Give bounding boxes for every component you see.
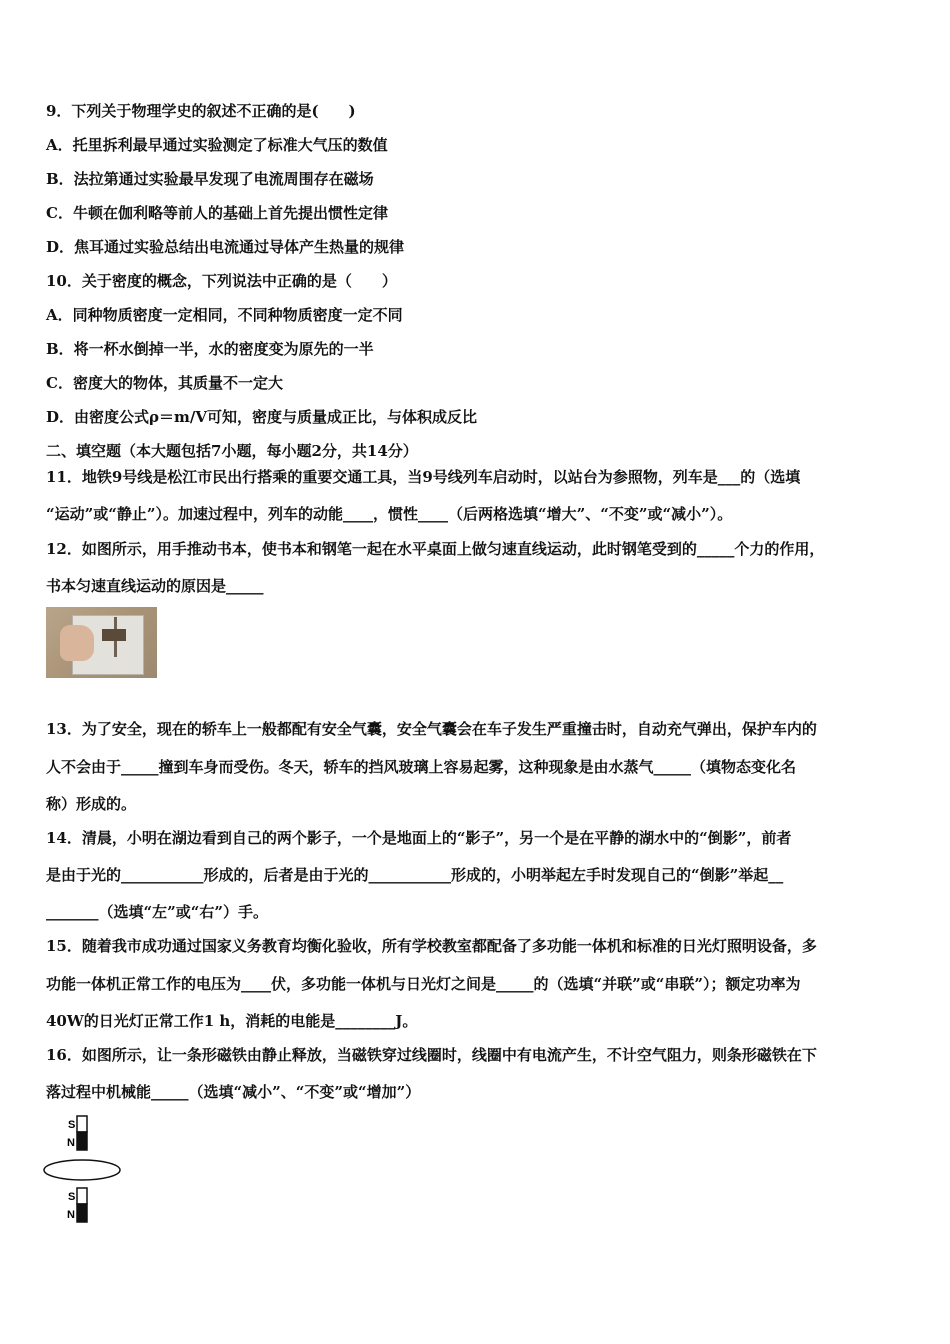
q9-option-d: D．焦耳通过实验总结出电流通过导体产生热量的规律 (46, 238, 405, 256)
q12-line-2: 书本匀速直线运动的原因是_____ (46, 577, 264, 595)
bottom-magnet-s-label: S (68, 1191, 76, 1203)
q10-option-a: A．同种物质密度一定相同，不同种物质密度一定不同 (46, 306, 403, 324)
q15-line-3: 40W的日光灯正常工作1 h，消耗的电能是________J。 (46, 1012, 418, 1030)
q9-option-b: B．法拉第通过实验最早发现了电流周围存在磁场 (46, 170, 374, 188)
q15-line-2: 功能一体机正常工作的电压为____伏，多功能一体机与日光灯之间是_____的（选填“并联”或“串联”）；额定功率为 (46, 975, 801, 993)
q10-option-d: D．由密度公式ρ＝m/V可知，密度与质量成正比，与体积成反比 (46, 408, 477, 426)
book-pushing-figure (46, 607, 157, 678)
coil-loop (44, 1160, 120, 1180)
q16-line-1: 16．如图所示，让一条形磁铁由静止释放，当磁铁穿过线圈时，线圈中有电流产生，不计空气阻力，则条形磁铁在下 (46, 1046, 817, 1064)
q9-option-a: A．托里拆利最早通过实验测定了标准大气压的数值 (46, 136, 388, 154)
top-magnet-n-label: N (67, 1137, 75, 1149)
q16-line-2: 落过程中机械能_____（选填“减小”、“不变”或“增加”） (46, 1083, 421, 1101)
q13-line-2: 人不会由于_____撞到车身而受伤。冬天，轿车的挡风玻璃上容易起雾，这种现象是由水蒸气_____（填物态变化名 (46, 758, 797, 776)
q14-line-3: _______（选填“左”或“右”）手。 (46, 903, 269, 921)
section-heading-fill-in: 二、填空题（本大题包括7小题，每小题2分，共14分） (46, 442, 418, 460)
q10-option-b: B．将一杯水倒掉一半，水的密度变为原先的一半 (46, 340, 374, 358)
top-magnet-s-pole (77, 1116, 87, 1132)
q9-option-c: C．牛顿在伽利略等前人的基础上首先提出惯性定律 (46, 204, 388, 222)
q14-line-2: 是由于光的___________形成的，后者是由于光的___________形成的，小明举起左手时发现自己的“倒影”举起__ (46, 866, 784, 884)
q12-line-1: 12．如图所示，用手推动书本，使书本和钢笔一起在水平桌面上做匀速直线运动，此时钢笔受到的_____个力的作用， (46, 540, 825, 558)
q15-line-1: 15．随着我市成功通过国家义务教育均衡化验收，所有学校教室都配备了多功能一体机和标准的日光灯照明设备，多 (46, 937, 817, 955)
top-magnet-s-label: S (68, 1119, 76, 1131)
pen-clip-shape (102, 629, 126, 641)
q11-line-2: “运动”或“静止”）。加速过程中，列车的动能____，惯性____（后两格选填“增大”、“不变”或“减小”）。 (46, 505, 733, 523)
q14-line-1: 14．清晨，小明在湖边看到自己的两个影子，一个是地面上的“影子”，另一个是在平静的湖水中的“倒影”，前者 (46, 829, 792, 847)
q9-stem: 9．下列关于物理学史的叙述不正确的是( ) (46, 102, 356, 120)
q11-line-1: 11．地铁9号线是松江市民出行搭乘的重要交通工具，当9号线列车启动时，以站台为参照物，列车是___的（选填 (46, 468, 801, 486)
bottom-magnet-n-pole (77, 1204, 87, 1222)
q10-option-c: C．密度大的物体，其质量不一定大 (46, 374, 283, 392)
hand-shape (60, 625, 94, 661)
q10-stem: 10．关于密度的概念，下列说法中正确的是（ ） (46, 272, 397, 290)
bottom-magnet-n-label: N (67, 1209, 75, 1221)
q13-line-1: 13．为了安全，现在的轿车上一般都配有安全气囊，安全气囊会在车子发生严重撞击时，自动充气弹出，保护车内的 (46, 720, 817, 738)
magnet-coil-figure (40, 1112, 130, 1232)
q13-line-3: 称）形成的。 (46, 795, 137, 813)
top-magnet-n-pole (77, 1132, 87, 1150)
bottom-magnet-s-pole (77, 1188, 87, 1204)
